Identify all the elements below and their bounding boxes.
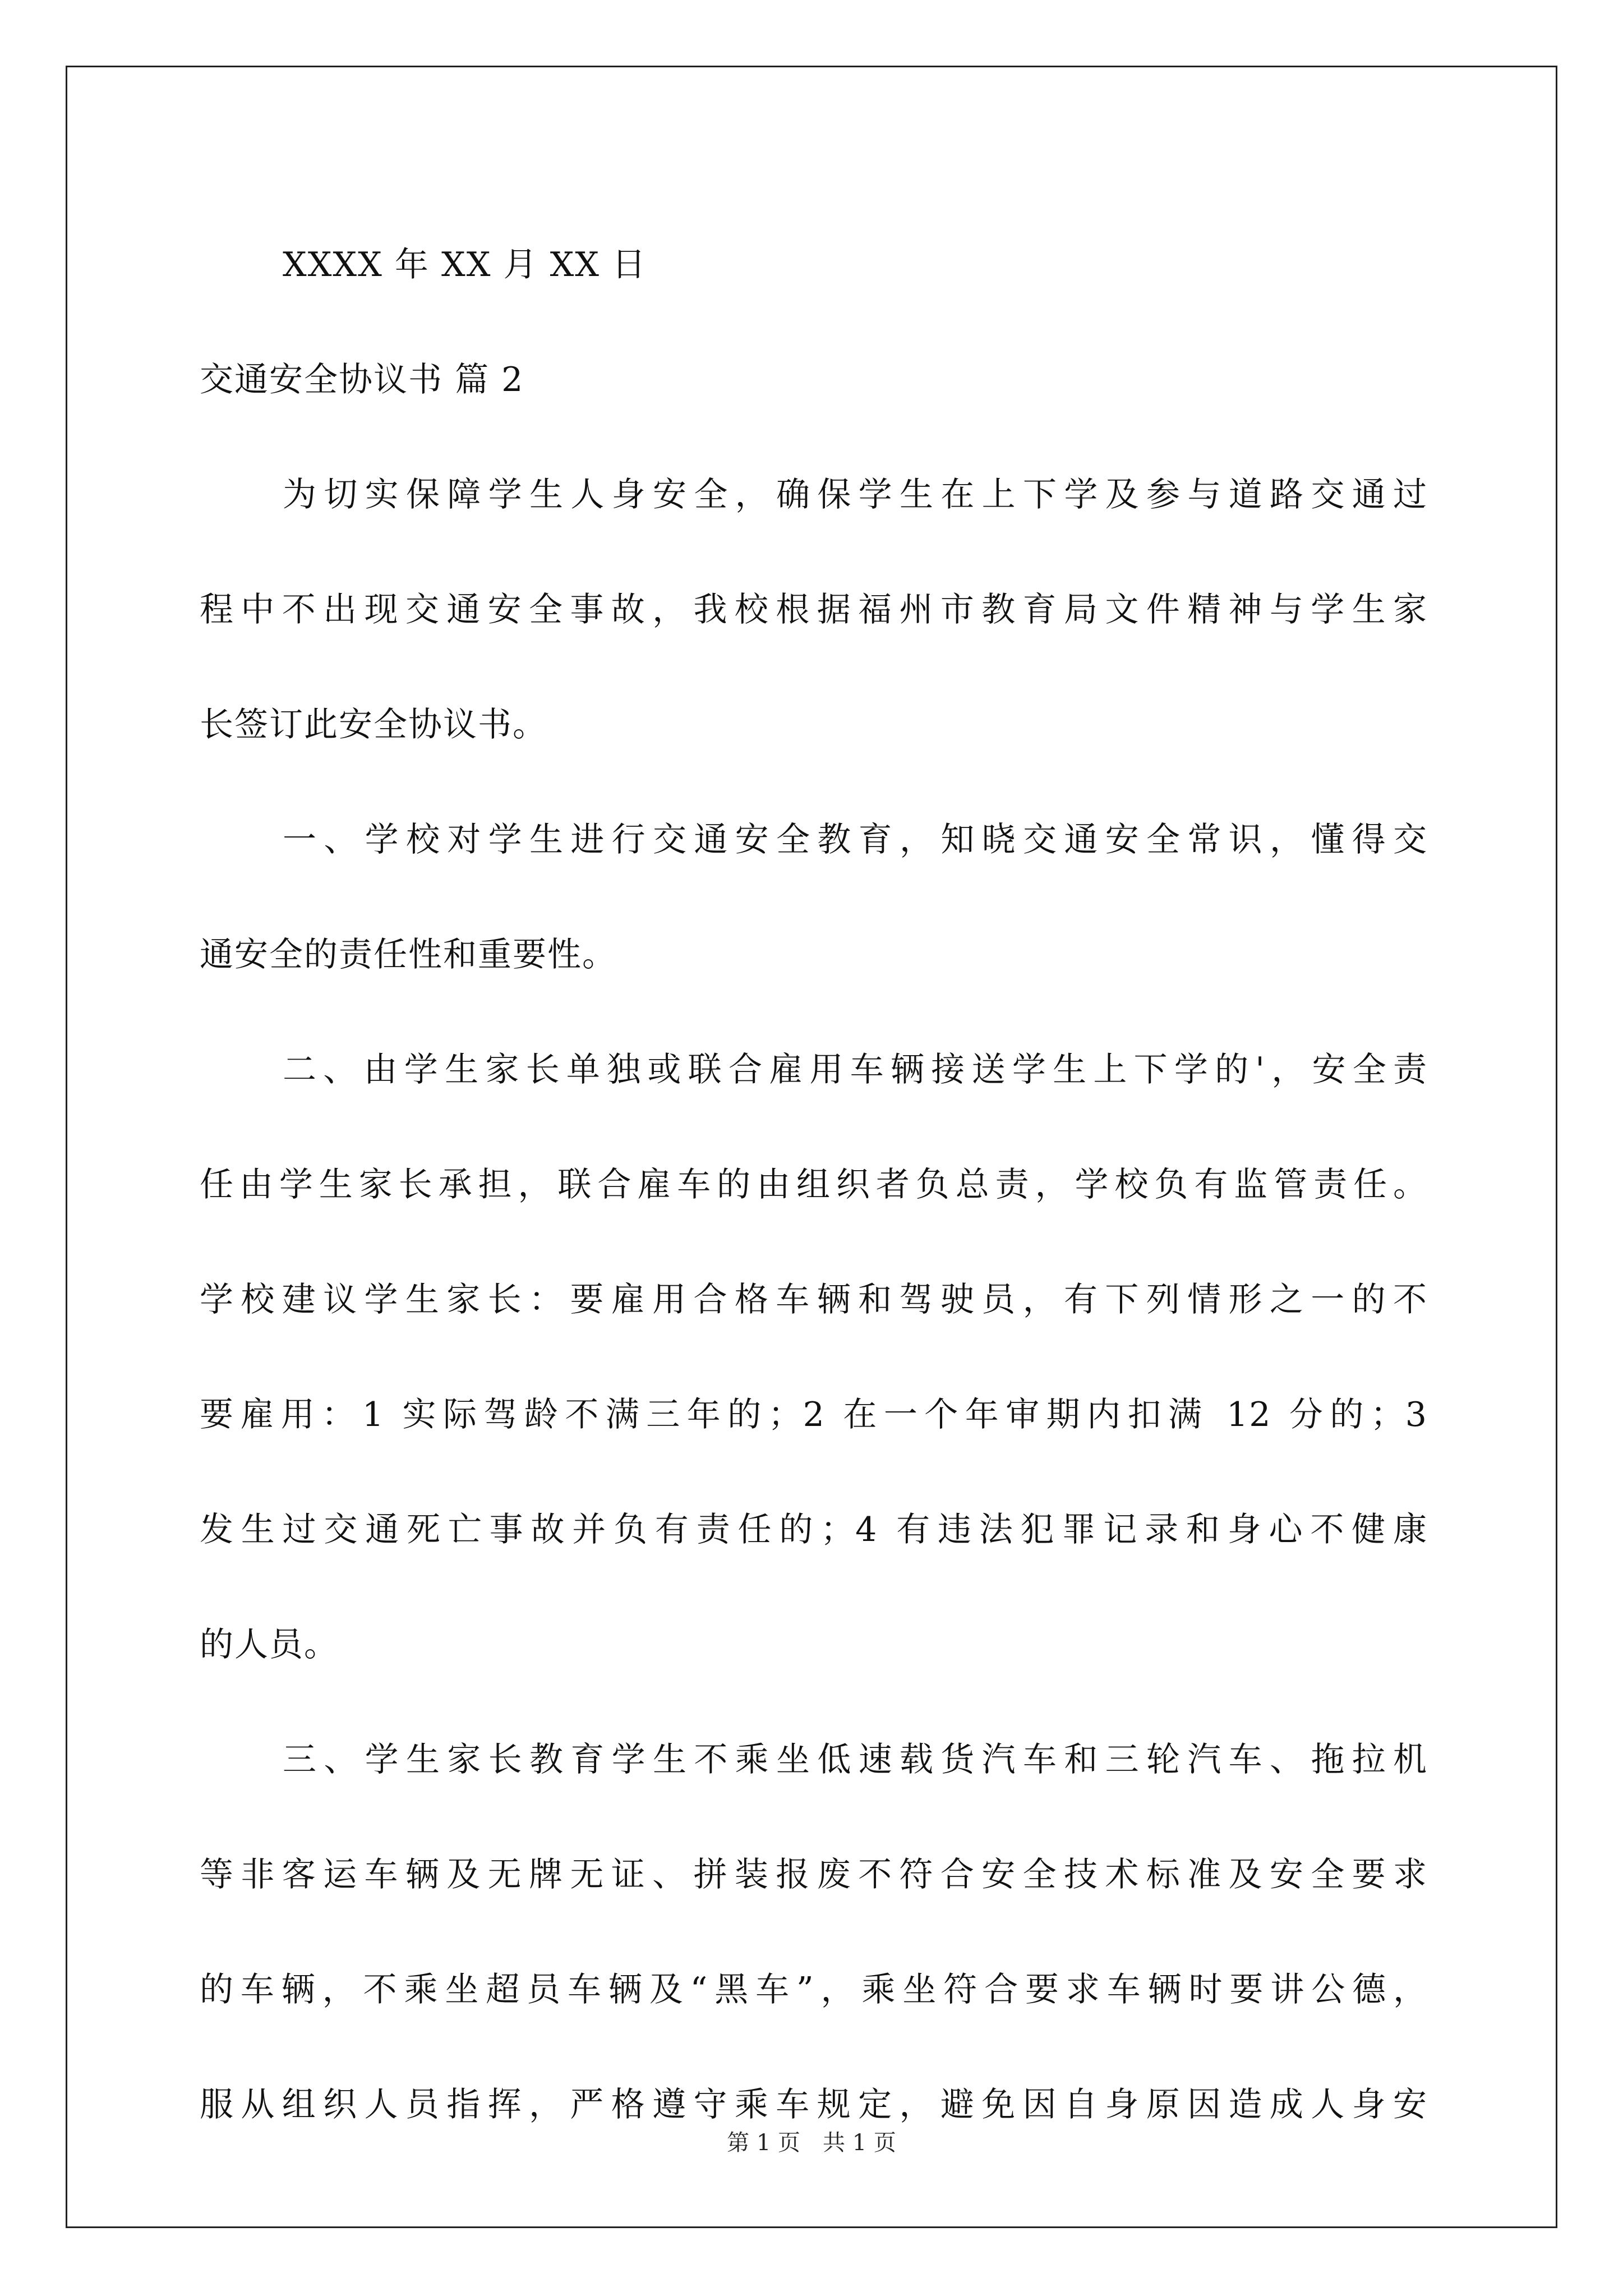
paragraph-line: 二、由学生家长单独或联合雇用车辆接送学生上下学的'，安全责	[283, 1050, 1428, 1089]
date-line: XXXX 年 XX 月 XX 日	[283, 245, 647, 284]
paragraph-line: 通安全的责任性和重要性。	[200, 935, 617, 974]
page-total: 共 1 页	[823, 2130, 896, 2156]
paragraph-line: 程中不出现交通安全事故，我校根据福州市教育局文件精神与学生家	[200, 590, 1428, 629]
paragraph-line: 为切实保障学生人身安全，确保学生在上下学及参与道路交通过	[283, 475, 1428, 514]
paragraph-line: 发生过交通死亡事故并负有责任的；4 有违法犯罪记录和身心不健康	[200, 1510, 1428, 1549]
page-number: 第 1 页	[727, 2130, 800, 2156]
paragraph-line: 三、学生家长教育学生不乘坐低速载货汽车和三轮汽车、拖拉机	[283, 1740, 1428, 1779]
paragraph-line: 一、学校对学生进行交通安全教育，知晓交通安全常识，懂得交	[283, 820, 1428, 859]
paragraph-line: 任由学生家长承担，联合雇车的由组织者负总责，学校负有监管责任。	[200, 1165, 1428, 1204]
page-footer	[0, 2129, 1623, 2157]
paragraph-line: 要雇用：1 实际驾龄不满三年的；2 在一个年审期内扣满 12 分的；3	[200, 1395, 1428, 1434]
paragraph-line: 等非客运车辆及无牌无证、拼装报废不符合安全技术标准及安全要求	[200, 1855, 1428, 1894]
document-body	[200, 208, 1428, 2162]
paragraph-line: 的人员。	[200, 1625, 339, 1664]
paragraph-line: 服从组织人员指挥，严格遵守乘车规定，避免因自身原因造成人身安	[200, 2085, 1428, 2124]
paragraph-line: 学校建议学生家长：要雇用合格车辆和驾驶员，有下列情形之一的不	[200, 1280, 1428, 1319]
paragraph-line: 的车辆，不乘坐超员车辆及“黑车”，乘坐符合要求车辆时要讲公德，	[200, 1970, 1428, 2009]
section-title: 交通安全协议书 篇 2	[200, 360, 524, 399]
paragraph-line: 长签订此安全协议书。	[200, 705, 547, 744]
